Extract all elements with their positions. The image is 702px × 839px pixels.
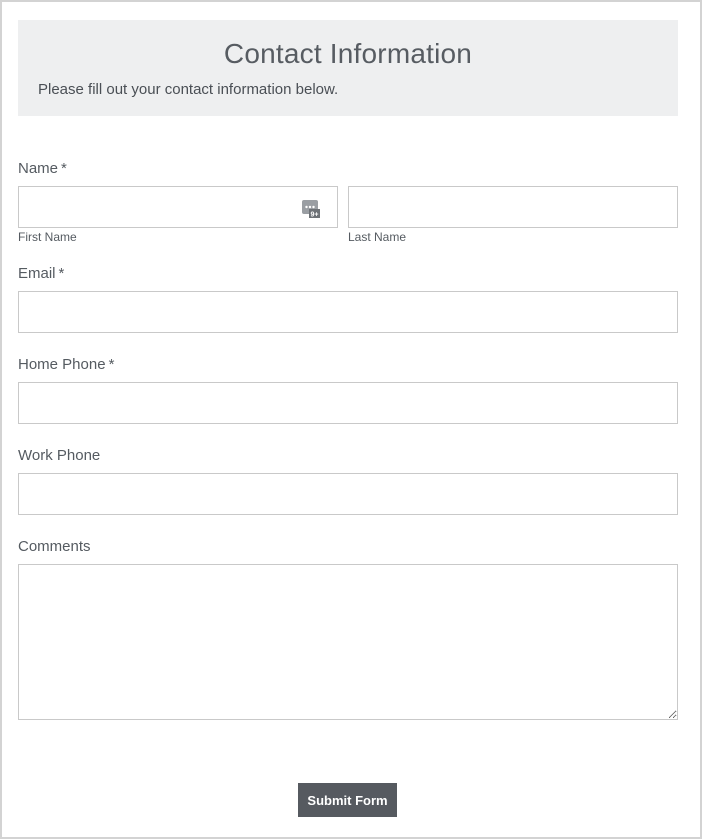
email-label-text: Email: [18, 265, 56, 282]
name-label: [18, 160, 67, 177]
work-phone-label: Work Phone: [18, 447, 101, 464]
first-name-input[interactable]: [18, 186, 338, 228]
password-manager-icon[interactable]: [302, 200, 320, 218]
last-name-sublabel: Last Name: [348, 230, 407, 244]
email-input[interactable]: [18, 291, 678, 333]
first-name-sublabel: First Name: [18, 230, 77, 244]
comments-label: Comments: [18, 538, 91, 555]
form-description: Please fill out your contact information below.: [38, 81, 339, 98]
email-label: [18, 265, 64, 282]
last-name-input[interactable]: [348, 186, 678, 228]
name-required-marker: *: [61, 160, 67, 177]
submit-button[interactable]: Submit Form: [298, 783, 397, 817]
home-phone-required-marker: *: [108, 356, 115, 373]
home-phone-label: [18, 356, 114, 373]
email-required-marker: *: [58, 265, 65, 282]
form-header: [18, 20, 678, 116]
comments-textarea[interactable]: [18, 564, 678, 720]
home-phone-input[interactable]: [18, 382, 678, 424]
home-phone-label-text: Home Phone: [18, 356, 106, 373]
name-label-text: Name: [18, 160, 59, 177]
form-title: Contact Information: [223, 38, 473, 69]
password-manager-badge: 9+: [310, 211, 319, 218]
work-phone-input[interactable]: [18, 473, 678, 515]
